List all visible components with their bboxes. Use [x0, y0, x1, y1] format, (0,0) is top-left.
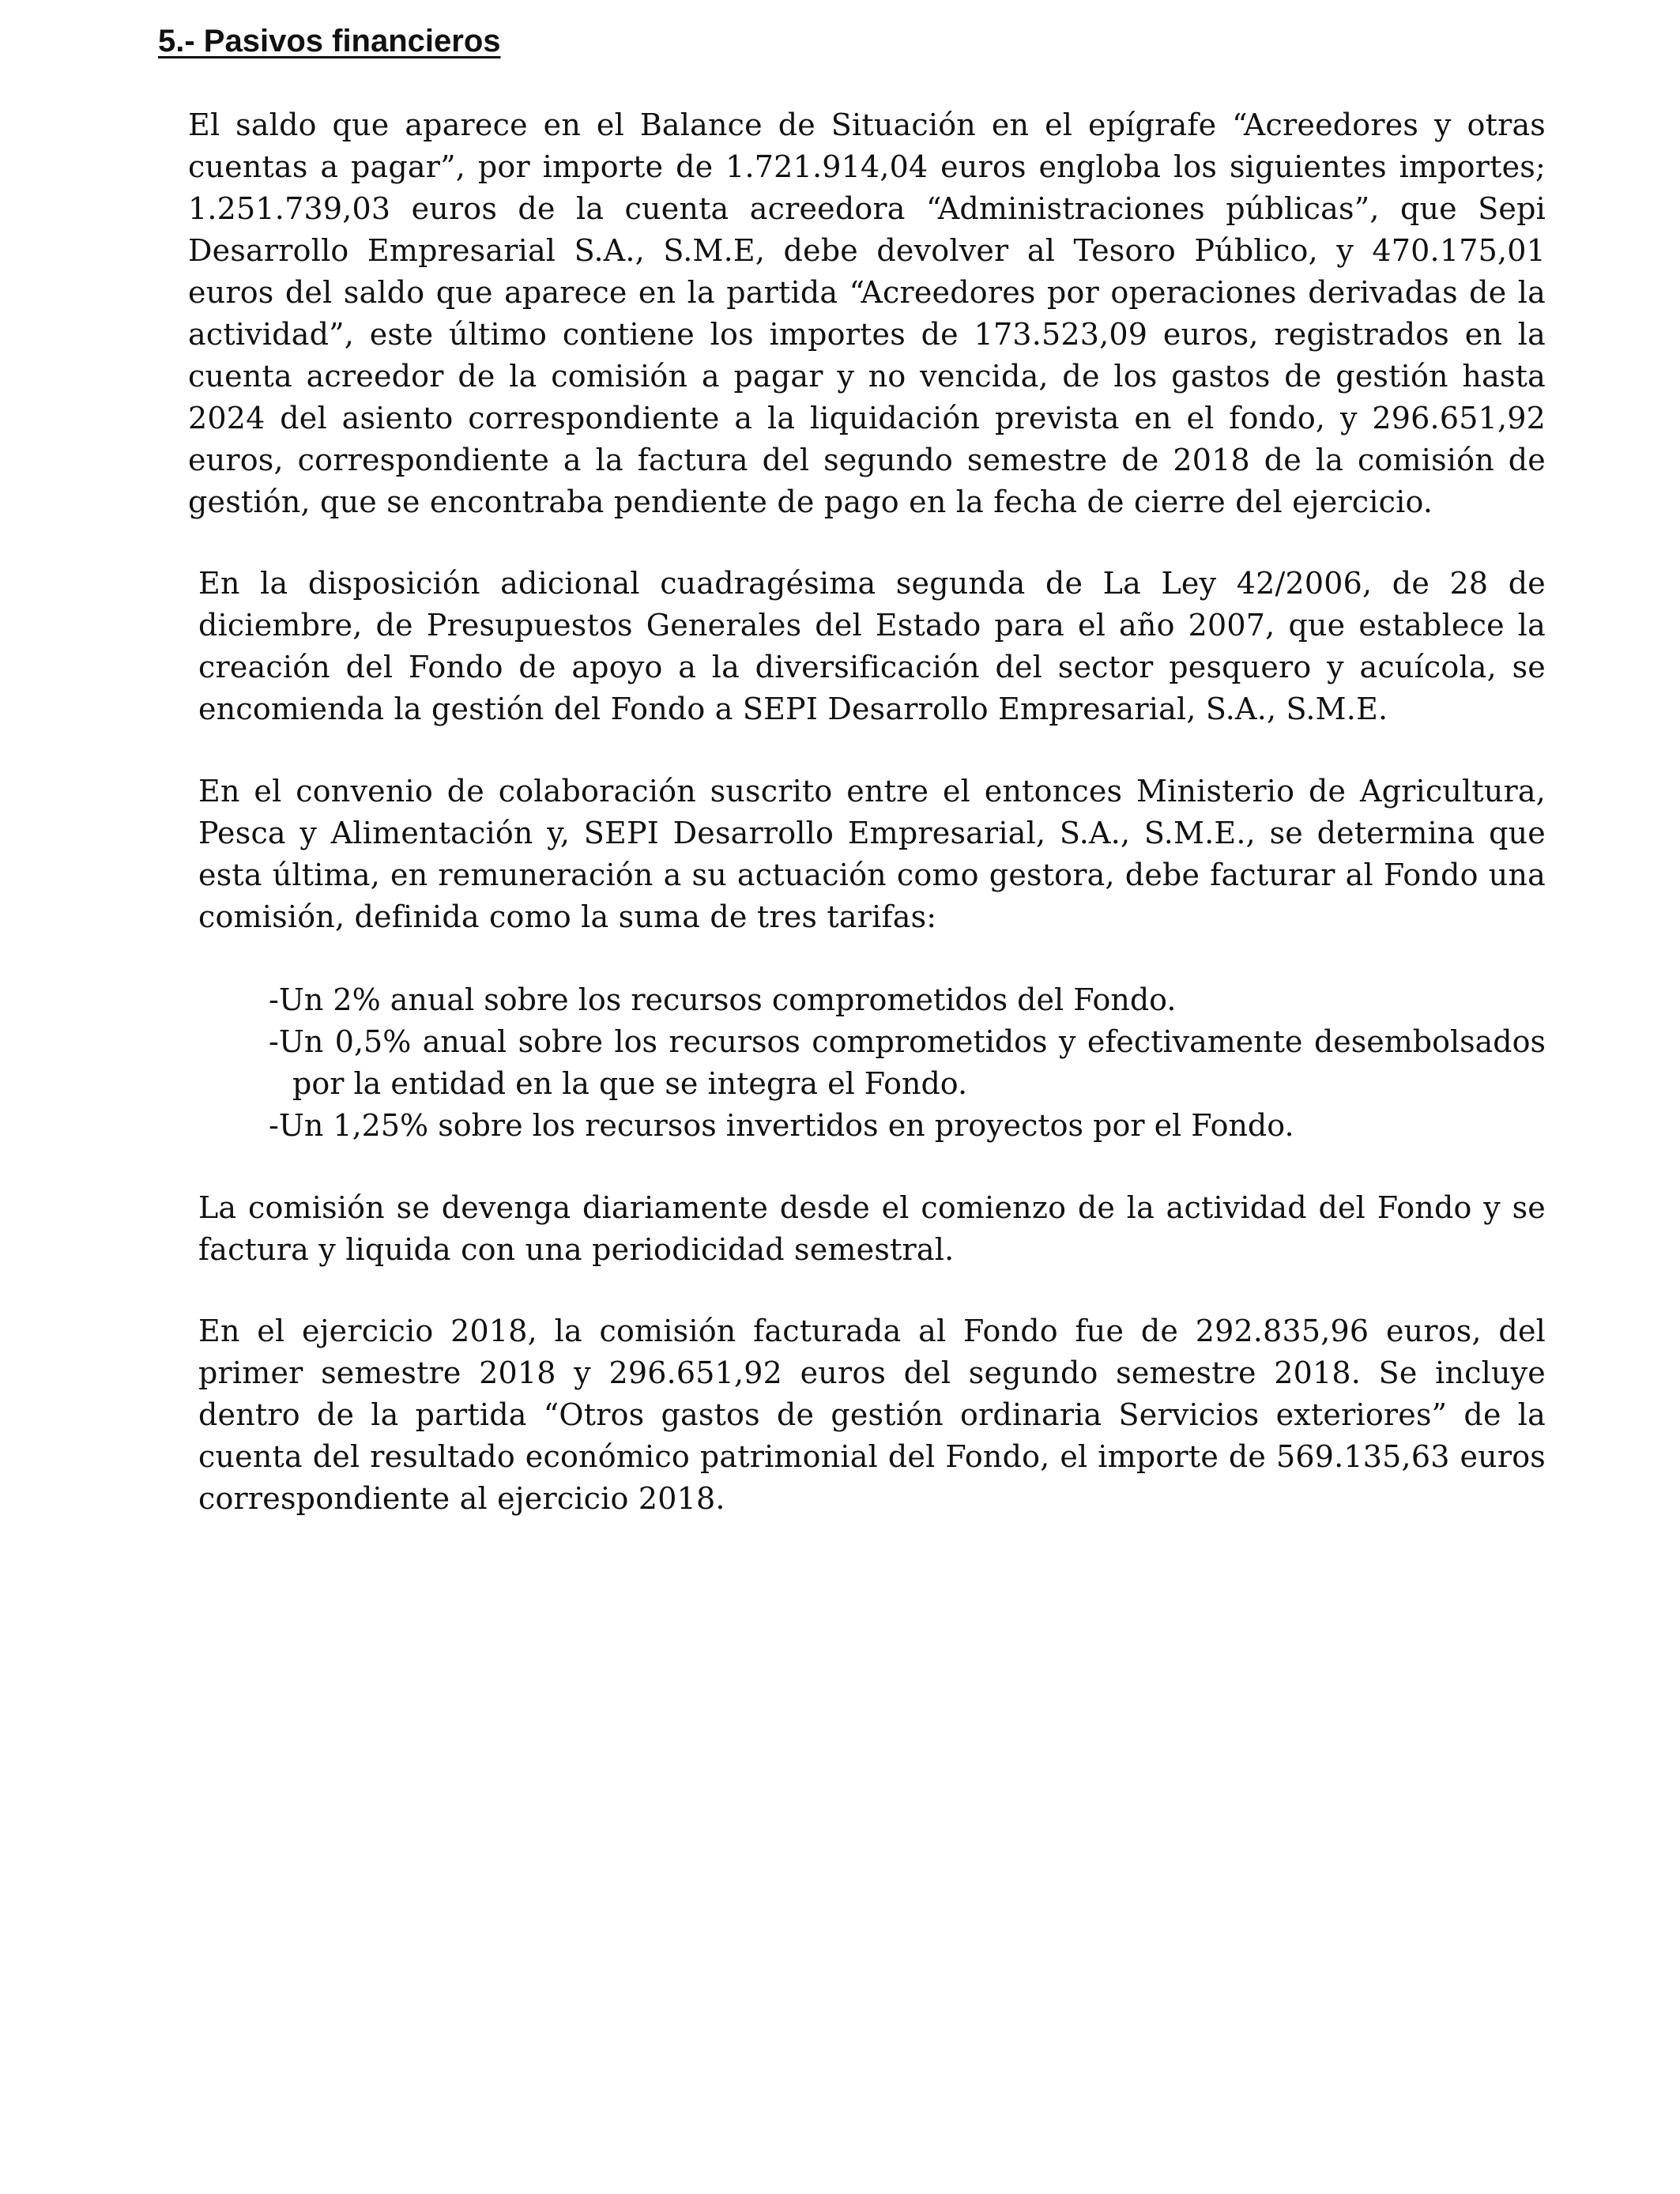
tariff-item: -Un 0,5% anual sobre los recursos comprometidos y efectivamente desembolsados por la entidad en la que se integra el Fondo. — [269, 1024, 1546, 1101]
tariff-list — [269, 979, 1546, 1147]
paragraph-creditors-balance: El saldo que aparece en el Balance de Situación en el epígrafe “Acreedores y otras cuentas a pagar”, por importe de 1.721.914,04 euros engloba los siguientes importes; 1.251.739,03 euros de la cuenta acreedora “Administraciones públicas”, que Sepi Desarrollo Empresarial S.A., S.M.E, debe devolver al Tesoro Público, y 470.175,01 euros del saldo que aparece en la partida “Acreedores por operaciones derivadas de la actividad”, este último contiene los importes de 173.523,09 euros, registrados en la cuenta acreedor de la comisión a pagar y no vencida, de los gastos de gestión hasta 2024 del asiento correspondiente a la liquidación prevista en el fondo, y 296.651,92 euros, correspondiente a la factura del segundo semestre de 2018 de la comisión de gestión, que se encontraba pendiente de pago en la fecha de cierre del ejercicio. — [188, 107, 1546, 519]
tariff-item: -Un 1,25% sobre los recursos invertidos en proyectos por el Fondo. — [269, 1108, 1294, 1143]
tariff-item: -Un 2% anual sobre los recursos comprometidos del Fondo. — [269, 982, 1177, 1017]
section-heading: 5.- Pasivos financieros — [158, 24, 501, 58]
paragraph-legal-basis: En la disposición adicional cuadragésima segunda de La Ley 42/2006, de 28 de diciembre, de Presupuestos Generales del Estado para el año 2007, que establece la creación del Fondo de apoyo a la diversificación del sector pesquero y acuícola, se encomienda la gestión del Fondo a SEPI Desarrollo Empresarial, S.A., S.M.E. — [198, 566, 1546, 726]
paragraph-commission-accrual: La comisión se devenga diariamente desde el comienzo de la actividad del Fondo y se factura y liquida con una periodicidad semestral. — [198, 1190, 1546, 1267]
paragraph-collaboration-agreement: En el convenio de colaboración suscrito entre el entonces Ministerio de Agricultura, Pesca y Alimentación y, SEPI Desarrollo Empresarial, S.A., S.M.E., se determina que esta última, en remuneración a su actuación como gestora, debe facturar al Fondo una comisión, definida como la suma de tres tarifas: — [198, 774, 1546, 934]
paragraph-commission-2018: En el ejercicio 2018, la comisión facturada al Fondo fue de 292.835,96 euros, del primer semestre 2018 y 296.651,92 euros del segundo semestre 2018. Se incluye dentro de la partida “Otros gastos de gestión ordinaria Servicios exteriores” de la cuenta del resultado económico patrimonial del Fondo, el importe de 569.135,63 euros correspondiente al ejercicio 2018. — [198, 1314, 1546, 1516]
